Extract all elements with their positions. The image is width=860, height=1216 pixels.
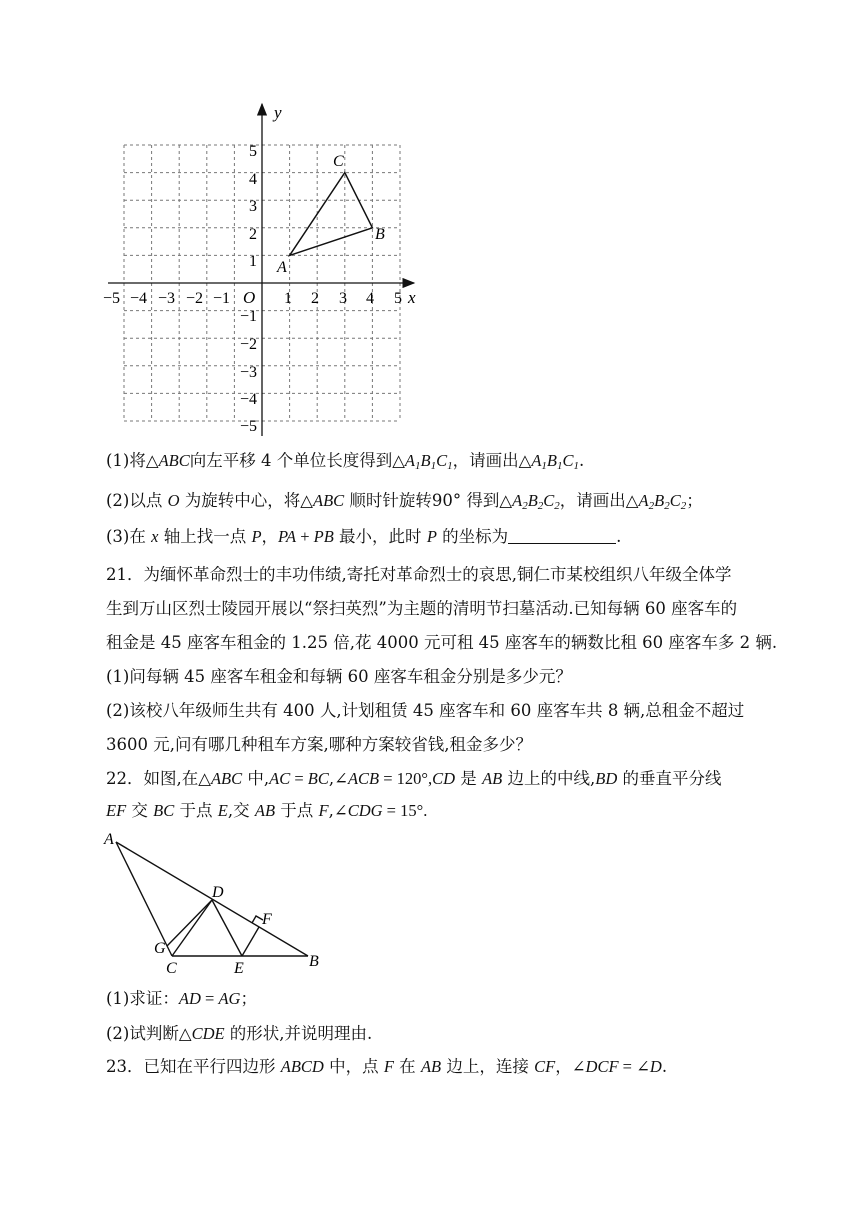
y-tick: 2 — [249, 226, 257, 243]
q21-line3: 租金是 45 座客车租金的 1.25 倍,花 4000 元可租 45 座客车的辆数比租 60 座客车多 2 辆. — [106, 633, 778, 652]
y-tick: −4 — [239, 391, 257, 408]
point-label-d: D — [212, 884, 224, 901]
x-tick: 5 — [394, 290, 402, 307]
q20-part3: (3)在 x 轴上找一点 P，PA + PB 最小，此时 P 的坐标为 . — [106, 527, 622, 546]
y-tick: −3 — [239, 364, 257, 381]
x-tick: 1 — [284, 290, 292, 307]
q21-line6: 3600 元,问有哪几种租车方案,哪种方案较省钱,租金多少？ — [106, 735, 532, 754]
origin-label: O — [243, 288, 256, 307]
q22-line1: 22．如图,在△ABC 中,AC = BC,∠ACB = 120°,CD 是 AB 边上的中线,BD 的垂直平分线 — [106, 769, 722, 788]
q21-line2: 生到万山区烈士陵园开展以“祭扫英烈”为主题的清明节扫墓活动.已知每辆 60 座客车的 — [106, 599, 738, 618]
y-tick: 5 — [249, 143, 257, 160]
q22-line2: EF 交 BC 于点 E,交 AB 于点 F,∠CDG = 15°. — [106, 801, 428, 820]
x-tick: −2 — [186, 290, 204, 307]
point-label-e: E — [234, 960, 244, 977]
x-tick: −5 — [103, 290, 121, 307]
y-tick: 3 — [249, 198, 257, 215]
triangle-figure — [0, 820, 860, 980]
q21-line4: (1)问每辆 45 座客车租金和每辆 60 座客车租金分别是多少元？ — [106, 667, 572, 686]
q21-line1: 21．为缅怀革命烈士的丰功伟绩,寄托对革命烈士的哀思,铜仁市某校组织八年级全体学 — [106, 565, 732, 584]
point-label-a: A — [104, 831, 114, 848]
point-label-g: G — [154, 940, 166, 957]
point-label-b: B — [375, 226, 385, 243]
y-tick: 1 — [249, 253, 257, 270]
x-tick: −4 — [130, 290, 148, 307]
q20-part1: (1)将△ABC向左平移 4 个单位长度得到$\triangle A_1B_1C_1$，请画出$\triangle A_1B_1C_1$. — [106, 451, 585, 472]
q23-line1: 23．已知在平行四边形 ABCD 中，点 F 在 AB 边上，连接 CF，∠DCF = ∠D. — [106, 1057, 668, 1076]
point-label-c: C — [166, 960, 177, 977]
answer-blank[interactable] — [508, 527, 616, 544]
x-tick: 2 — [311, 290, 319, 307]
segment-gd — [167, 900, 212, 946]
y-tick: 4 — [249, 171, 257, 188]
coordinate-grid-figure — [0, 0, 860, 450]
x-tick: −1 — [213, 290, 231, 307]
q21-line5: (2)该校八年级师生共有 400 人,计划租赁 45 座客车和 60 座客车共 8 辆,总租金不超过 — [106, 701, 745, 720]
segment-ef — [242, 927, 259, 956]
y-tick: −5 — [239, 418, 257, 435]
q20-part2: (2)以点 O 为旋转中心，将△ABC 顺时针旋转90° 得到$\triangle A_2B_2C_2$，请画出$\triangle A_2B_2C_2$； — [106, 491, 703, 512]
x-axis-label: x — [408, 288, 416, 307]
q22-part2: (2)试判断△CDE 的形状,并说明理由. — [106, 1024, 373, 1043]
point-label-f: F — [262, 911, 272, 928]
x-tick: −3 — [158, 290, 176, 307]
y-tick: −2 — [239, 336, 257, 353]
point-label-a: A — [277, 259, 287, 276]
q22-part1: (1)求证：AD = AG； — [106, 989, 257, 1008]
y-axis-label: y — [274, 103, 282, 122]
x-tick: 4 — [366, 290, 374, 307]
segment-cd — [172, 900, 212, 956]
triangle-abc — [290, 173, 373, 256]
point-label-c: C — [333, 153, 344, 170]
point-label-b: B — [309, 953, 319, 970]
x-tick: 3 — [339, 290, 347, 307]
y-tick: −1 — [239, 308, 257, 325]
